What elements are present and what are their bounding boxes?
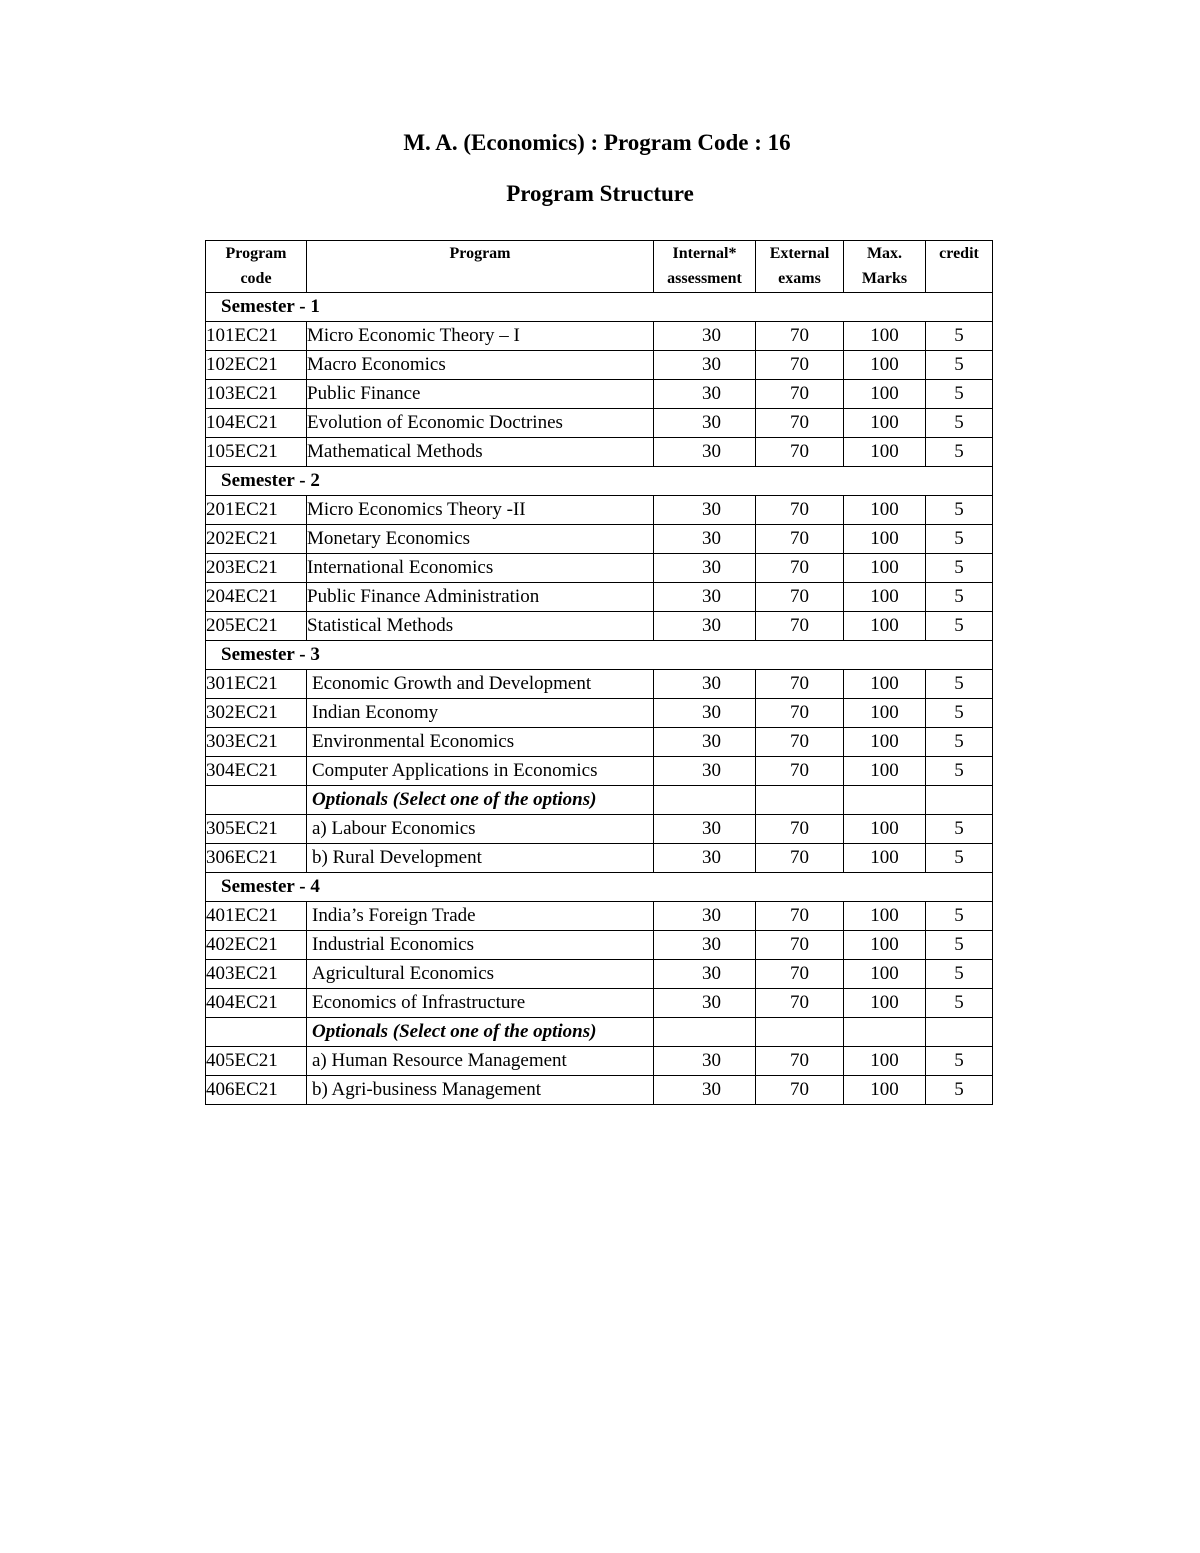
course-code: 405EC21: [206, 1047, 307, 1076]
course-code: 406EC21: [206, 1076, 307, 1105]
course-name: Economic Growth and Development: [307, 670, 654, 699]
header-code-line1: Program: [225, 245, 287, 262]
credit-value: 5: [926, 815, 993, 844]
course-code: 403EC21: [206, 960, 307, 989]
external-marks: 70: [756, 612, 844, 641]
external-marks: 70: [756, 815, 844, 844]
course-name: Evolution of Economic Doctrines: [307, 409, 654, 438]
header-internal: [654, 241, 756, 293]
credit-value: 5: [926, 960, 993, 989]
internal-marks: 30: [654, 757, 756, 786]
max-marks: 100: [844, 583, 926, 612]
internal-marks: 30: [654, 728, 756, 757]
header-program-code: [206, 241, 307, 293]
credit-value: 5: [926, 409, 993, 438]
table-row: [206, 525, 993, 554]
credit-value: 5: [926, 583, 993, 612]
course-name: Public Finance: [307, 380, 654, 409]
credit-value: 5: [926, 757, 993, 786]
course-code: 102EC21: [206, 351, 307, 380]
internal-marks: 30: [654, 1076, 756, 1105]
internal-marks: 30: [654, 380, 756, 409]
document-title: M. A. (Economics) : Program Code : 16: [403, 130, 791, 155]
external-marks: 70: [756, 989, 844, 1018]
course-code: 202EC21: [206, 525, 307, 554]
credit-value: 5: [926, 1047, 993, 1076]
course-name: b) Rural Development: [307, 844, 654, 873]
course-code: 306EC21: [206, 844, 307, 873]
internal-marks: 30: [654, 612, 756, 641]
course-code: 404EC21: [206, 989, 307, 1018]
external-marks: 70: [756, 1047, 844, 1076]
header-external-line1: External: [769, 245, 830, 262]
credit-value: 5: [926, 902, 993, 931]
course-code: 402EC21: [206, 931, 307, 960]
table-row: [206, 699, 993, 728]
program-structure-table: [205, 240, 993, 1105]
table-row: [206, 554, 993, 583]
max-marks: 100: [844, 525, 926, 554]
semester-label: Semester - 2: [206, 467, 993, 496]
internal-marks: 30: [654, 351, 756, 380]
max-marks: 100: [844, 844, 926, 873]
course-code: 101EC21: [206, 322, 307, 351]
course-name: b) Agri-business Management: [307, 1076, 654, 1105]
internal-marks: 30: [654, 670, 756, 699]
document-subtitle: Program Structure: [506, 181, 694, 206]
external-marks: 70: [756, 322, 844, 351]
internal-marks: 30: [654, 1047, 756, 1076]
semester-row: [206, 293, 993, 322]
course-code: [206, 1018, 307, 1047]
header-external: [756, 241, 844, 293]
max-marks: [844, 786, 926, 815]
table-row: [206, 409, 993, 438]
header-program: Program: [307, 241, 654, 293]
course-name: Mathematical Methods: [307, 438, 654, 467]
external-marks: 70: [756, 525, 844, 554]
external-marks: [756, 786, 844, 815]
internal-marks: 30: [654, 699, 756, 728]
external-marks: 70: [756, 960, 844, 989]
external-marks: 70: [756, 380, 844, 409]
max-marks: 100: [844, 989, 926, 1018]
header-internal-line2: assessment: [667, 270, 742, 287]
external-marks: 70: [756, 902, 844, 931]
max-marks: 100: [844, 728, 926, 757]
credit-value: 5: [926, 1076, 993, 1105]
course-name: Industrial Economics: [307, 931, 654, 960]
external-marks: 70: [756, 583, 844, 612]
table-row: [206, 583, 993, 612]
optionals-row: [206, 786, 993, 815]
max-marks: [844, 1018, 926, 1047]
credit-value: 5: [926, 612, 993, 641]
course-name: Environmental Economics: [307, 728, 654, 757]
internal-marks: 30: [654, 583, 756, 612]
header-max-marks: [844, 241, 926, 293]
course-code: 205EC21: [206, 612, 307, 641]
external-marks: [756, 1018, 844, 1047]
credit-value: 5: [926, 931, 993, 960]
internal-marks: 30: [654, 322, 756, 351]
header-code-line2: code: [240, 270, 272, 287]
course-name: Indian Economy: [307, 699, 654, 728]
header-max-line1: Max.: [866, 245, 903, 262]
credit-value: 5: [926, 438, 993, 467]
internal-marks: 30: [654, 989, 756, 1018]
table-row: [206, 960, 993, 989]
max-marks: 100: [844, 612, 926, 641]
table-row: [206, 989, 993, 1018]
max-marks: 100: [844, 554, 926, 583]
course-name: a) Labour Economics: [307, 815, 654, 844]
external-marks: 70: [756, 757, 844, 786]
course-code: 103EC21: [206, 380, 307, 409]
external-marks: 70: [756, 496, 844, 525]
course-name: Statistical Methods: [307, 612, 654, 641]
max-marks: 100: [844, 1047, 926, 1076]
header-max-line2: Marks: [861, 270, 908, 287]
course-name: Monetary Economics: [307, 525, 654, 554]
max-marks: 100: [844, 815, 926, 844]
internal-marks: [654, 786, 756, 815]
course-code: 305EC21: [206, 815, 307, 844]
semester-row: [206, 641, 993, 670]
external-marks: 70: [756, 844, 844, 873]
internal-marks: 30: [654, 960, 756, 989]
internal-marks: 30: [654, 409, 756, 438]
internal-marks: 30: [654, 931, 756, 960]
table-row: [206, 1047, 993, 1076]
max-marks: 100: [844, 931, 926, 960]
internal-marks: 30: [654, 496, 756, 525]
credit-value: 5: [926, 496, 993, 525]
course-code: 105EC21: [206, 438, 307, 467]
semester-label: Semester - 3: [206, 641, 993, 670]
internal-marks: 30: [654, 815, 756, 844]
course-code: 302EC21: [206, 699, 307, 728]
table-row: [206, 351, 993, 380]
table-header-row: [206, 241, 993, 293]
table-row: [206, 496, 993, 525]
credit-value: 5: [926, 322, 993, 351]
header-external-line2: exams: [778, 270, 821, 287]
max-marks: 100: [844, 409, 926, 438]
course-name: Optionals (Select one of the options): [307, 1018, 654, 1047]
max-marks: 100: [844, 438, 926, 467]
table-row: [206, 322, 993, 351]
external-marks: 70: [756, 699, 844, 728]
external-marks: 70: [756, 1076, 844, 1105]
table-row: [206, 670, 993, 699]
course-name: Micro Economics Theory -II: [307, 496, 654, 525]
max-marks: 100: [844, 902, 926, 931]
max-marks: 100: [844, 322, 926, 351]
external-marks: 70: [756, 409, 844, 438]
course-code: 303EC21: [206, 728, 307, 757]
internal-marks: [654, 1018, 756, 1047]
course-code: 104EC21: [206, 409, 307, 438]
credit-value: 5: [926, 670, 993, 699]
credit-value: 5: [926, 554, 993, 583]
semester-row: [206, 873, 993, 902]
credit-value: 5: [926, 351, 993, 380]
table-row: [206, 902, 993, 931]
max-marks: 100: [844, 1076, 926, 1105]
max-marks: 100: [844, 757, 926, 786]
course-code: 201EC21: [206, 496, 307, 525]
optionals-row: [206, 1018, 993, 1047]
table-row: [206, 380, 993, 409]
course-code: 401EC21: [206, 902, 307, 931]
table-row: [206, 612, 993, 641]
course-name: Micro Economic Theory – I: [307, 322, 654, 351]
course-name: Public Finance Administration: [307, 583, 654, 612]
course-code: 301EC21: [206, 670, 307, 699]
max-marks: 100: [844, 670, 926, 699]
table-row: [206, 757, 993, 786]
external-marks: 70: [756, 931, 844, 960]
course-code: [206, 786, 307, 815]
internal-marks: 30: [654, 525, 756, 554]
credit-value: 5: [926, 989, 993, 1018]
semester-label: Semester - 4: [206, 873, 993, 902]
course-name: Economics of Infrastructure: [307, 989, 654, 1018]
max-marks: 100: [844, 699, 926, 728]
external-marks: 70: [756, 728, 844, 757]
course-name: India’s Foreign Trade: [307, 902, 654, 931]
credit-value: 5: [926, 380, 993, 409]
course-code: 304EC21: [206, 757, 307, 786]
table-row: [206, 931, 993, 960]
credit-value: 5: [926, 699, 993, 728]
internal-marks: 30: [654, 438, 756, 467]
credit-value: [926, 786, 993, 815]
max-marks: 100: [844, 496, 926, 525]
credit-value: 5: [926, 525, 993, 554]
credit-value: [926, 1018, 993, 1047]
course-name: a) Human Resource Management: [307, 1047, 654, 1076]
header-credit: credit: [926, 241, 993, 293]
table-row: [206, 815, 993, 844]
table-row: [206, 1076, 993, 1105]
semester-label: Semester - 1: [206, 293, 993, 322]
course-name: Computer Applications in Economics: [307, 757, 654, 786]
external-marks: 70: [756, 438, 844, 467]
credit-value: 5: [926, 844, 993, 873]
table-body: [206, 293, 993, 1105]
max-marks: 100: [844, 380, 926, 409]
course-name: Optionals (Select one of the options): [307, 786, 654, 815]
internal-marks: 30: [654, 902, 756, 931]
internal-marks: 30: [654, 554, 756, 583]
external-marks: 70: [756, 554, 844, 583]
external-marks: 70: [756, 351, 844, 380]
external-marks: 70: [756, 670, 844, 699]
course-name: Agricultural Economics: [307, 960, 654, 989]
course-name: Macro Economics: [307, 351, 654, 380]
max-marks: 100: [844, 351, 926, 380]
table-row: [206, 438, 993, 467]
table-row: [206, 844, 993, 873]
credit-value: 5: [926, 728, 993, 757]
internal-marks: 30: [654, 844, 756, 873]
header-internal-line1: Internal*: [672, 245, 737, 262]
max-marks: 100: [844, 960, 926, 989]
course-code: 204EC21: [206, 583, 307, 612]
semester-row: [206, 467, 993, 496]
table-row: [206, 728, 993, 757]
course-name: International Economics: [307, 554, 654, 583]
course-code: 203EC21: [206, 554, 307, 583]
